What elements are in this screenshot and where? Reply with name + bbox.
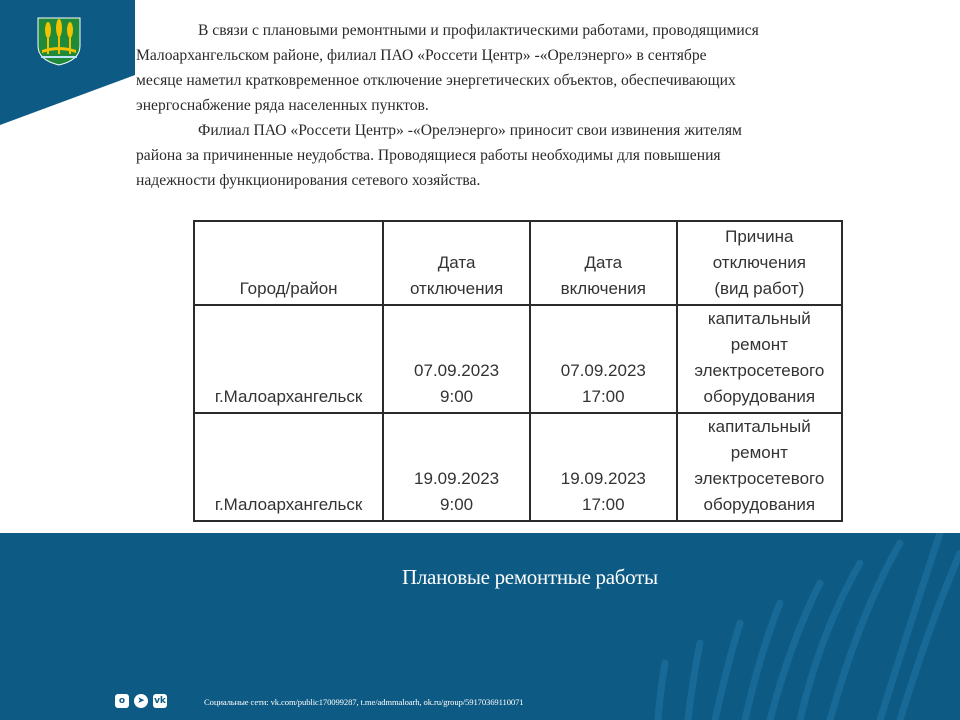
- paragraph-2: [136, 118, 894, 193]
- header-off-date: Дата отключения: [383, 221, 530, 305]
- cell-reason: капитальный ремонт электросетевого оборудования: [677, 413, 842, 521]
- cell-on: 19.09.2023 17:00: [530, 413, 677, 521]
- table-row: [194, 413, 842, 521]
- outage-schedule-table: [193, 220, 843, 522]
- cell-city: г.Малоархангельск: [194, 413, 383, 521]
- telegram-icon[interactable]: ➤: [134, 694, 148, 708]
- document-text: [136, 18, 894, 193]
- header-city: Город/район: [194, 221, 383, 305]
- doc-line: Малоархангельском районе, филиал ПАО «Россети Центр» -«Орелэнерго» в сентябре: [136, 47, 707, 64]
- social-links-text: Социальные сети: vk.com/public170099287, t.me/admmaloarh, ok.ru/group/59170369110071: [204, 697, 524, 707]
- wing-decoration-icon: [500, 533, 960, 720]
- cell-off: 19.09.2023 9:00: [383, 413, 530, 521]
- slide-title: Плановые ремонтные работы: [402, 565, 658, 589]
- doc-line: Филиал ПАО «Россети Центр» -«Орелэнерго» приносит свои извинения жителям: [198, 122, 742, 139]
- vk-icon[interactable]: vk: [154, 696, 166, 706]
- doc-line: месяце наметил кратковременное отключение энергетических объектов, обеспечивающих: [136, 72, 736, 89]
- cell-on: 07.09.2023 17:00: [530, 305, 677, 413]
- doc-line: надежности функционирования сетевого хозяйства.: [136, 172, 481, 189]
- social-icons: [115, 694, 167, 708]
- cell-city: г.Малоархангельск: [194, 305, 383, 413]
- coat-of-arms-icon: [36, 16, 82, 66]
- doc-line: района за причиненные неудобства. Проводящиеся работы необходимы для повышения: [136, 147, 721, 164]
- header-reason: Причина отключения (вид работ): [677, 221, 842, 305]
- cell-off: 07.09.2023 9:00: [383, 305, 530, 413]
- table-header-row: [194, 221, 842, 305]
- paragraph-1: [136, 18, 894, 118]
- cell-reason: капитальный ремонт электросетевого оборудования: [677, 305, 842, 413]
- header-on-date: Дата включения: [530, 221, 677, 305]
- table-row: [194, 305, 842, 413]
- odnoklassniki-icon[interactable]: о: [115, 694, 129, 708]
- doc-line: энергоснабжение ряда населенных пунктов.: [136, 97, 429, 114]
- footer-band: [0, 533, 960, 720]
- doc-line: В связи с плановыми ремонтными и профилактическими работами, проводящимися: [198, 22, 759, 39]
